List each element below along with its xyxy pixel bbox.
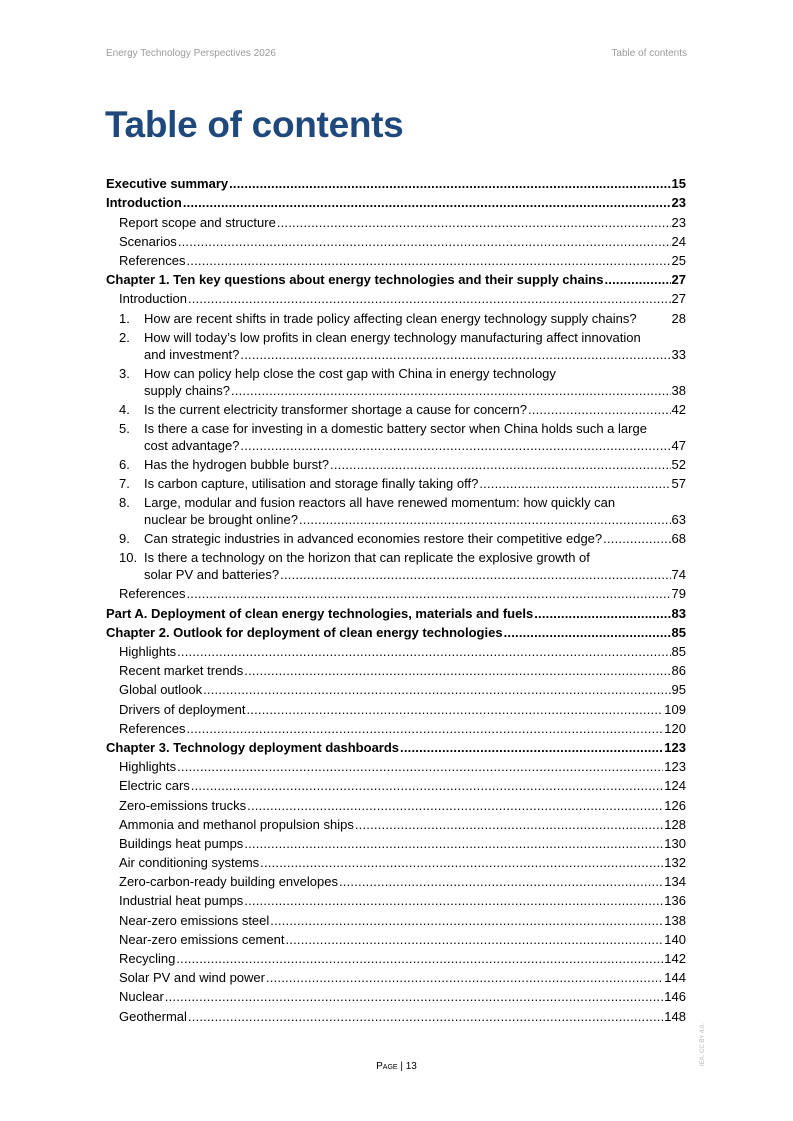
toc-question-4[interactable]: 4. Is the current electricity transformer shortage a cause for concern? ..... 42: [106, 399, 686, 418]
toc-entry[interactable]: Recycling ..... 142: [106, 948, 686, 967]
toc-entry[interactable]: Highlights ..... 85: [106, 641, 686, 660]
toc-entry[interactable]: References ..... 120: [106, 718, 686, 737]
page-footer: [0, 1061, 793, 1072]
header-section-title: Table of contents: [611, 48, 687, 59]
toc-entry[interactable]: References ..... 25: [106, 250, 686, 269]
toc-entry[interactable]: Buildings heat pumps ..... 130: [106, 833, 686, 852]
toc-question-3[interactable]: 3. How can policy help close the cost gap with China in energy technology supply chains? ..... 38: [106, 363, 686, 399]
page-title: Table of contents: [105, 104, 404, 145]
header-report-title: Energy Technology Perspectives 2026: [106, 48, 276, 59]
page-separator: |: [397, 1061, 406, 1072]
toc-entry[interactable]: Drivers of deployment ..... 109: [106, 698, 686, 717]
toc-entry-part-a[interactable]: Part A. Deployment of clean energy technologies, materials and fuels ..... 83: [106, 602, 686, 621]
toc-entry[interactable]: Solar PV and wind power ..... 144: [106, 967, 686, 986]
toc-entry[interactable]: Global outlook ..... 95: [106, 679, 686, 698]
toc-entry[interactable]: Nuclear ..... 146: [106, 986, 686, 1005]
license-note: IEA. CC BY 4.0.: [700, 1023, 706, 1066]
toc-entry[interactable]: Introduction ..... 27: [106, 288, 686, 307]
toc-question-6[interactable]: 6. Has the hydrogen bubble burst? ..... 52: [106, 454, 686, 473]
toc-question-1[interactable]: 1. How are recent shifts in trade policy affecting clean energy technology supply chains? 28: [119, 310, 686, 326]
toc-entry[interactable]: Report scope and structure ..... 23: [106, 211, 686, 230]
toc-question-7[interactable]: 7. Is carbon capture, utilisation and storage finally taking off? ..... 57: [106, 473, 686, 492]
running-header: [106, 48, 687, 59]
toc-entry[interactable]: Air conditioning systems ..... 132: [106, 852, 686, 871]
toc-question-10[interactable]: 10. Is there a technology on the horizon that can replicate the explosive growth of solar PV and batteries? ..... 74: [106, 547, 686, 583]
toc-question-9[interactable]: 9. Can strategic industries in advanced economies restore their competitive edge? ..... 68: [106, 528, 686, 547]
toc-question-5[interactable]: 5. Is there a case for investing in a domestic battery sector when China holds such a large cost advantage? ..... 47: [106, 418, 686, 454]
toc-entry[interactable]: Ammonia and methanol propulsion ships ..... 128: [106, 814, 686, 833]
page-number: 13: [405, 1061, 417, 1072]
toc-entry[interactable]: Electric cars ..... 124: [106, 775, 686, 794]
toc-entry-executive-summary[interactable]: Executive summary ..... 15: [106, 173, 686, 192]
toc-question-2[interactable]: 2. How will today’s low profits in clean energy technology manufacturing affect innovation and investment? ..... 33: [106, 327, 686, 363]
toc-entry[interactable]: Highlights ..... 123: [106, 756, 686, 775]
toc-entry[interactable]: Industrial heat pumps ..... 136: [106, 890, 686, 909]
page-word: Page: [376, 1061, 398, 1072]
toc-question-8[interactable]: 8. Large, modular and fusion reactors all have renewed momentum: how quickly can nuclear be brought online? ..... 63: [106, 492, 686, 528]
toc-entry[interactable]: Scenarios ..... 24: [106, 231, 686, 250]
toc-entry-introduction[interactable]: Introduction ..... 23: [106, 192, 686, 211]
toc-entry[interactable]: Zero-carbon-ready building envelopes ..... 134: [106, 871, 686, 890]
toc-entry-chapter-2[interactable]: Chapter 2. Outlook for deployment of clean energy technologies ..... 85: [106, 622, 686, 641]
toc-entry-chapter-3[interactable]: Chapter 3. Technology deployment dashboards ..... 123: [106, 737, 686, 756]
toc-entry[interactable]: Recent market trends ..... 86: [106, 660, 686, 679]
toc-entry[interactable]: Geothermal ..... 148: [106, 1005, 686, 1024]
toc-entry-chapter-1[interactable]: Chapter 1. Ten key questions about energy technologies and their supply chains ..... 27: [106, 269, 686, 288]
toc-entry[interactable]: Zero-emissions trucks ..... 126: [106, 794, 686, 813]
table-of-contents: [106, 173, 686, 1025]
toc-entry[interactable]: Near-zero emissions steel ..... 138: [106, 909, 686, 928]
toc-entry[interactable]: Near-zero emissions cement ..... 140: [106, 929, 686, 948]
toc-entry[interactable]: References ..... 79: [106, 583, 686, 602]
